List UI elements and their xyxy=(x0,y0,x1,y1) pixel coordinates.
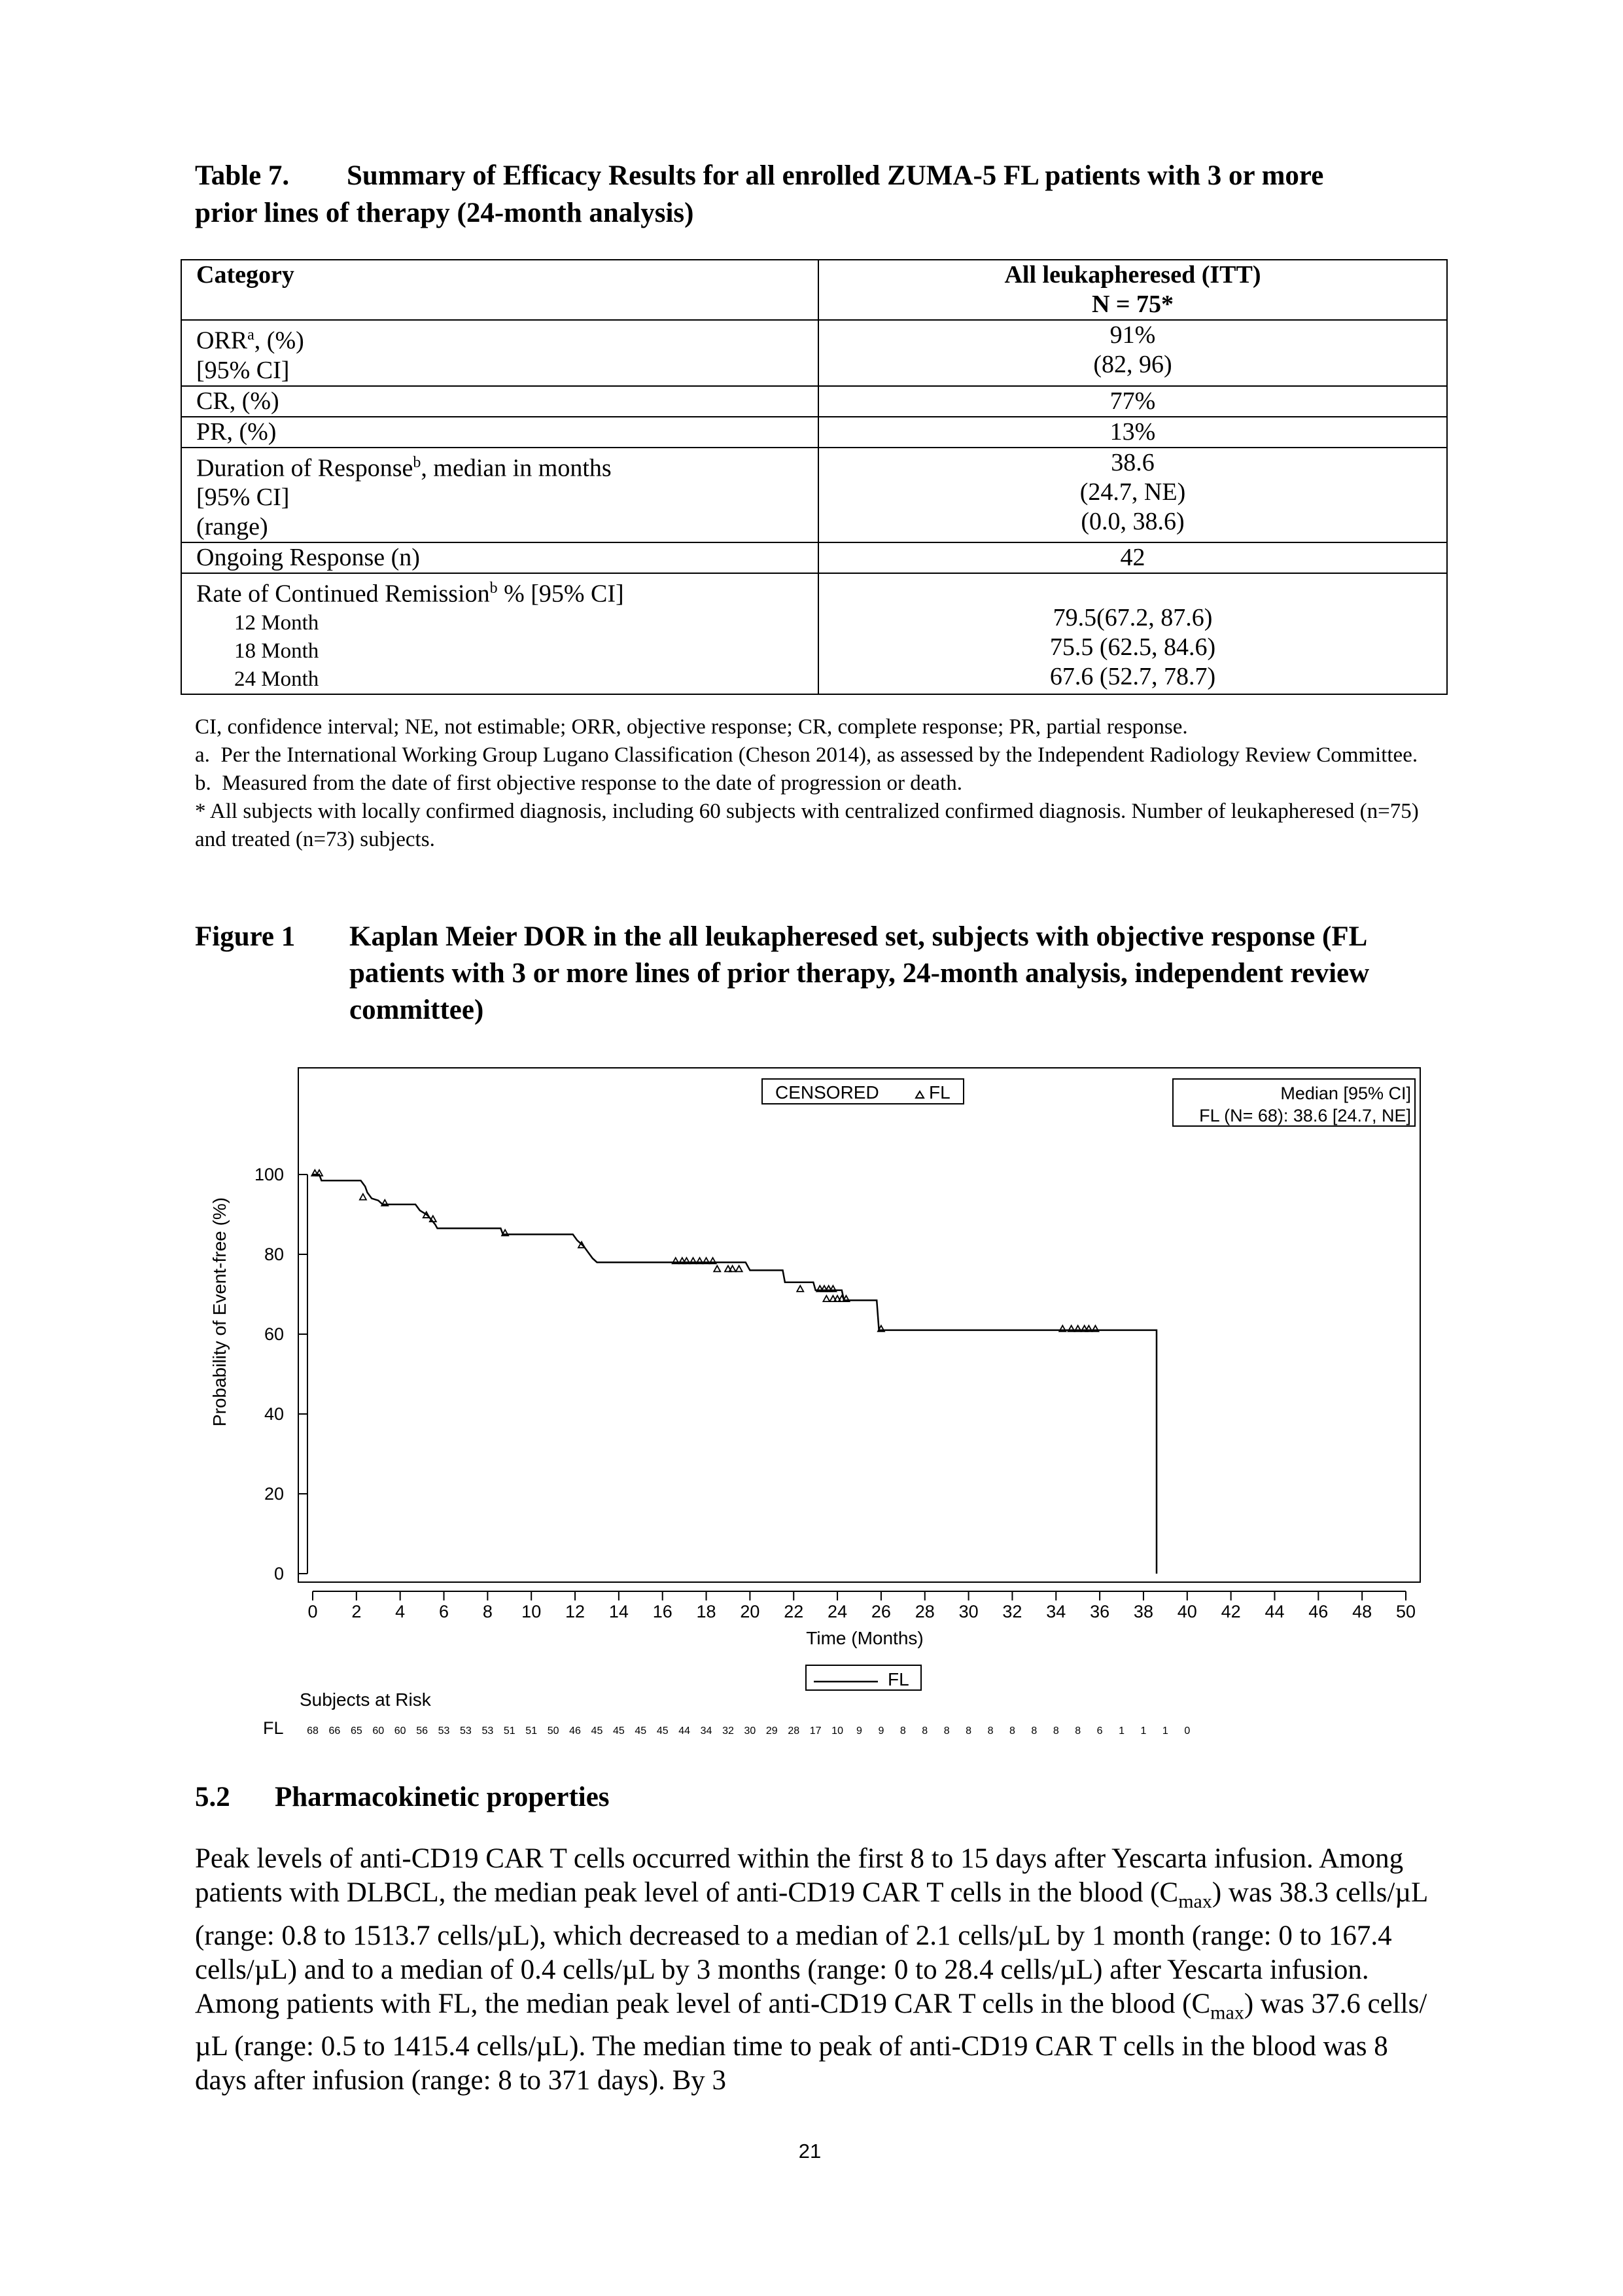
at-risk-value: 60 xyxy=(372,1725,385,1737)
at-risk-value: 34 xyxy=(700,1725,712,1737)
x-tick-label: 30 xyxy=(958,1602,979,1621)
cr-label: CR, (%) xyxy=(181,386,818,417)
pr-value: 13% xyxy=(818,417,1447,448)
y-tick-label: 60 xyxy=(264,1324,284,1344)
y-tick-label: 20 xyxy=(264,1484,284,1504)
x-tick-label: 34 xyxy=(1046,1602,1066,1621)
at-risk-value: 9 xyxy=(878,1725,884,1737)
x-tick-label: 48 xyxy=(1352,1602,1372,1621)
orr-sup: a xyxy=(247,327,254,344)
table-title-line1: Summary of Efficacy Results for all enrolled ZUMA-5 FL patients with 3 or more xyxy=(347,160,1324,191)
pk-sub-max-2: max xyxy=(1210,2002,1244,2024)
x-tick-label: 14 xyxy=(608,1602,629,1621)
pr-label: PR, (%) xyxy=(181,417,818,448)
note-abbrev: CI, confidence interval; NE, not estimable; ORR, objective response; CR, complete response; PR, partial response. xyxy=(195,715,1188,739)
orr-ci-label: [95% CI] xyxy=(196,356,290,384)
section-heading xyxy=(195,1781,610,1813)
at-risk-value: 46 xyxy=(569,1725,581,1737)
x-tick-label: 24 xyxy=(828,1602,848,1621)
at-risk-value: 53 xyxy=(481,1725,494,1737)
x-tick-label: 38 xyxy=(1133,1602,1153,1621)
at-risk-value: 29 xyxy=(765,1725,778,1737)
at-risk-value: 8 xyxy=(899,1725,906,1737)
censor-mark xyxy=(729,1265,736,1271)
at-risk-value: 45 xyxy=(612,1725,625,1737)
x-tick-label: 26 xyxy=(871,1602,891,1621)
x-axis-label: Time (Months) xyxy=(806,1628,924,1648)
x-tick-label: 18 xyxy=(696,1602,716,1621)
at-risk-value: 8 xyxy=(1009,1725,1015,1737)
orr-value: 91% xyxy=(1109,321,1156,349)
y-axis-label: Probability of Event-free (%) xyxy=(209,1197,230,1427)
at-risk-row-label: FL xyxy=(263,1718,284,1738)
pk-text-a: Peak levels of anti-CD19 CAR T cells occurred within the first 8 to 15 days after Yescarta infusion. Among patients with DLBCL, the median peak level of anti-CD19 CAR T cells in the blood (C xyxy=(195,1843,1404,1908)
m24-value: 67.6 (52.7, 78.7) xyxy=(1049,663,1216,691)
at-risk-value: 8 xyxy=(922,1725,928,1737)
censor-marks xyxy=(311,1170,1098,1332)
m18-value: 75.5 (62.5, 84.6) xyxy=(1049,633,1216,662)
dor-range-label: (range) xyxy=(196,513,268,541)
at-risk-value: 10 xyxy=(831,1725,843,1737)
x-tick-label: 50 xyxy=(1395,1602,1416,1621)
at-risk-value: 56 xyxy=(416,1725,428,1737)
at-risk-title: Subjects at Risk xyxy=(300,1689,431,1710)
pk-paragraph xyxy=(195,1842,1438,2098)
censor-mark xyxy=(797,1286,803,1292)
orr-ci-value: (82, 96) xyxy=(1093,351,1172,378)
x-tick-label: 0 xyxy=(307,1602,318,1621)
at-risk-value: 8 xyxy=(1031,1725,1038,1737)
censor-mark xyxy=(736,1265,742,1271)
rate-sup: b xyxy=(489,580,498,597)
x-tick-label: 4 xyxy=(395,1602,406,1621)
m12-label: 12 Month xyxy=(234,610,319,635)
at-risk-value: 68 xyxy=(307,1725,319,1737)
at-risk-value: 8 xyxy=(966,1725,972,1737)
m12-value: 79.5(67.2, 87.6) xyxy=(1053,604,1213,632)
x-tick-label: 46 xyxy=(1308,1602,1329,1621)
pk-text-c: ) was 37.6 cells/µL (range: 0.5 to 1415.4 cells/µL). The median time to peak of anti-CD19 CAR T cells in the blood was 8 days after infusion (range: 8 to 371 days). By 3 xyxy=(195,1988,1427,2096)
x-tick-label: 40 xyxy=(1177,1602,1197,1621)
x-tick-label: 8 xyxy=(482,1602,493,1621)
x-ticks xyxy=(307,1591,1416,1621)
median-title: Median [95% CI] xyxy=(1280,1084,1411,1103)
ongoing-label: Ongoing Response (n) xyxy=(181,542,818,573)
censor-mark xyxy=(714,1265,720,1271)
rate-tail: % [95% CI] xyxy=(497,580,624,608)
at-risk-value: 8 xyxy=(1075,1725,1081,1737)
at-risk-value: 44 xyxy=(678,1725,691,1737)
x-tick-label: 36 xyxy=(1090,1602,1110,1621)
x-tick-label: 42 xyxy=(1221,1602,1241,1621)
note-b: b. Measured from the date of first objective response to the date of progression or death. xyxy=(195,771,962,795)
at-risk-value: 53 xyxy=(460,1725,472,1737)
x-tick-label: 12 xyxy=(565,1602,585,1621)
censor-mark xyxy=(360,1194,366,1200)
at-risk-value: 45 xyxy=(591,1725,603,1737)
x-tick-label: 16 xyxy=(652,1602,672,1621)
at-risk-value: 8 xyxy=(987,1725,994,1737)
figure-title: Kaplan Meier DOR in the all leukapheresed set, subjects with objective response (FL patients with 3 or more lines of prior therapy, 24-month analysis, independent review committee) xyxy=(349,921,1370,1025)
pk-text-b: ) was 38.3 cells/µL (range: 0.8 to 1513.7 cells/µL), which decreased to a median of 2.1 cells/µL by 1 month (range: 0 to 167.4 cells/µL) and to a median of 0.4 cells/µL by 3 months (range: 0 to 28.4 cells/µL) after Yescarta infusion. Among patients with FL, the median peak level of anti-CD19 CAR T cells in the blood (C xyxy=(195,1877,1427,2019)
x-tick-label: 2 xyxy=(351,1602,362,1621)
at-risk-value: 30 xyxy=(744,1725,756,1737)
x-tick-label: 28 xyxy=(915,1602,935,1621)
cr-value: 77% xyxy=(818,386,1447,417)
dor-value: 38.6 xyxy=(1111,448,1155,476)
y-tick-label: 0 xyxy=(273,1564,284,1583)
m18-label: 18 Month xyxy=(234,639,319,663)
dor-range-value: (0.0, 38.6) xyxy=(1081,507,1185,535)
at-risk-value: 32 xyxy=(722,1725,734,1737)
x-tick-label: 44 xyxy=(1265,1602,1285,1621)
at-risk-value: 60 xyxy=(394,1725,406,1737)
dor-ci-value: (24.7, NE) xyxy=(1079,478,1186,506)
x-tick-label: 32 xyxy=(1002,1602,1022,1621)
at-risk-value: 65 xyxy=(350,1725,362,1737)
m24-label: 24 Month xyxy=(234,667,319,691)
at-risk-value: 45 xyxy=(635,1725,647,1737)
km-curve-fl xyxy=(313,1174,1157,1574)
x-tick-label: 10 xyxy=(521,1602,542,1621)
dor-ci-label: [95% CI] xyxy=(196,484,290,512)
censored-legend-label: CENSORED xyxy=(775,1082,879,1103)
at-risk-value: 1 xyxy=(1119,1725,1125,1737)
at-risk-value: 9 xyxy=(856,1725,862,1737)
censor-mark xyxy=(823,1296,829,1301)
ongoing-value: 42 xyxy=(818,542,1447,573)
at-risk-values xyxy=(307,1725,1190,1737)
orr-label: ORR xyxy=(196,327,248,355)
dor-label: Duration of Response xyxy=(196,454,413,482)
section-number: 5.2 xyxy=(195,1782,230,1812)
at-risk-value: 0 xyxy=(1184,1725,1191,1737)
table-title-line2: prior lines of therapy (24-month analysis) xyxy=(195,198,694,228)
line-legend-label: FL xyxy=(888,1669,909,1689)
header-category: Category xyxy=(181,260,818,320)
at-risk-value: 51 xyxy=(503,1725,515,1737)
orr-tail: , (%) xyxy=(254,327,304,355)
header-column-line1: All leukapheresed (ITT) xyxy=(1004,261,1261,289)
note-a: a. Per the International Working Group Lugano Classification (Cheson 2014), as assessed by the Independent Radiology Review Committee. xyxy=(195,743,1418,767)
dor-tail: , median in months xyxy=(421,454,612,482)
y-tick-label: 40 xyxy=(264,1404,284,1424)
censored-legend-series: FL xyxy=(929,1082,951,1103)
note-star: * All subjects with locally confirmed diagnosis, including 60 subjects with centralized confirmed diagnosis. Number of leukapheresed (n=75) and treated (n=73) subjects. xyxy=(195,800,1419,851)
at-risk-value: 45 xyxy=(656,1725,669,1737)
section-title: Pharmacokinetic properties xyxy=(275,1782,610,1812)
at-risk-value: 6 xyxy=(1096,1725,1103,1737)
at-risk-value: 66 xyxy=(328,1725,341,1737)
at-risk-value: 28 xyxy=(788,1725,800,1737)
x-tick-label: 22 xyxy=(784,1602,804,1621)
figure-number: Figure 1 xyxy=(195,921,296,952)
at-risk-value: 8 xyxy=(1053,1725,1059,1737)
at-risk-value: 50 xyxy=(547,1725,559,1737)
at-risk-value: 17 xyxy=(809,1725,822,1737)
table-number: Table 7. xyxy=(195,160,290,191)
y-tick-label: 80 xyxy=(264,1245,284,1264)
rate-label: Rate of Continued Remission xyxy=(196,580,490,608)
at-risk-value: 8 xyxy=(943,1725,950,1737)
median-text: FL (N= 68): 38.6 [24.7, NE] xyxy=(1199,1106,1411,1125)
page-number: 21 xyxy=(798,2140,822,2163)
pk-sub-max-1: max xyxy=(1178,1890,1212,1913)
x-tick-label: 20 xyxy=(740,1602,760,1621)
at-risk-value: 1 xyxy=(1140,1725,1147,1737)
at-risk-value: 51 xyxy=(525,1725,538,1737)
dor-sup: b xyxy=(413,453,421,471)
y-tick-label: 100 xyxy=(254,1165,284,1184)
y-ticks xyxy=(254,1165,307,1583)
at-risk-value: 53 xyxy=(438,1725,450,1737)
at-risk-value: 1 xyxy=(1162,1725,1168,1737)
header-column-line2: N = 75* xyxy=(1091,291,1174,318)
plot-frame xyxy=(298,1068,1420,1582)
x-tick-label: 6 xyxy=(439,1602,449,1621)
